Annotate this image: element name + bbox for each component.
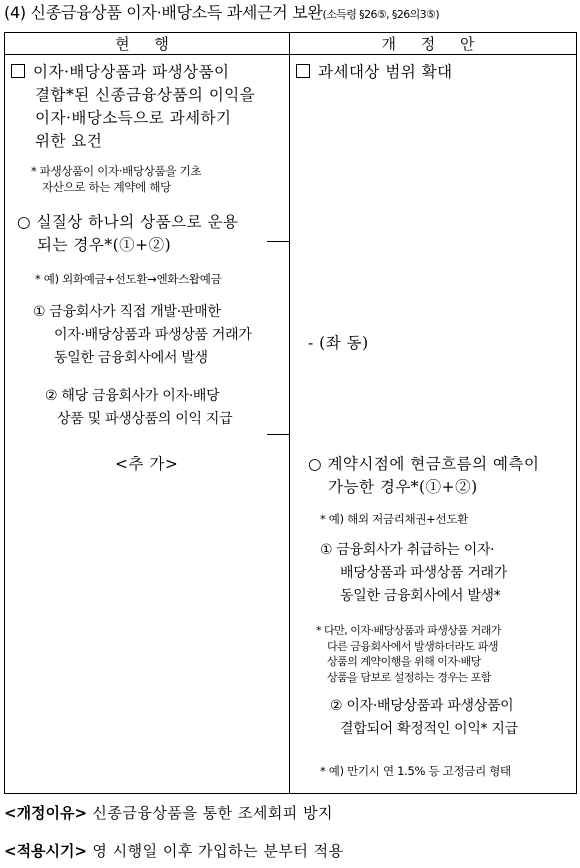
current-req1-line: ① 금융회사가 직접 개발·판매한 [33,304,221,320]
reason-text: 신종금융상품을 통한 조세회피 방지 [92,804,334,822]
current-item1 [11,61,289,153]
proposed-note1-line: * 다만, 이자·배당상품과 파생상품 거래가 [316,624,501,637]
current-condition-line: ○ 실질상 하나의 상품으로 운용 [17,213,239,231]
timing-label: <적용시기> [4,842,88,860]
proposed-condition-line: ○ 계약시점에 현금흐름의 예측이 [308,455,540,473]
current-example: * 예) 외화예금+선도환→엔화스왑예금 [35,272,222,286]
proposed-column [290,55,577,794]
current-req2-line: 상품 및 파생상품의 이익 지급 [57,411,233,427]
checkbox-icon [296,64,310,78]
proposed-condition [308,453,539,499]
proposed-note1-line: 다른 금융회사에서 발생하더라도 파생 [327,639,499,653]
bracket-line [267,241,290,435]
reason-line [4,802,333,824]
current-requirement-2 [45,385,232,431]
section-title-main: (4) 신종금융상품 이자·배당소득 과세근거 보완 [4,3,323,22]
proposed-note1-line: 상품의 계약이행을 위해 이자·배당 [327,655,481,668]
proposed-condition-line: 가능한 경우*(①+②) [328,478,478,496]
proposed-item1 [296,61,453,84]
section-title [4,0,439,28]
proposed-req1-line: 동일한 금융회사에서 발생* [340,588,501,604]
reason-label: <개정이유> [4,804,88,822]
proposed-requirement-2 [330,695,518,741]
current-requirement-1 [33,301,252,370]
current-req2-line: ② 해당 금융회사가 이자·배당 [45,388,220,404]
current-item1-line: 결합*된 신종금융상품의 이익을 [35,86,256,104]
proposed-example: * 예) 해외 저금리채권+선도환 [320,512,468,526]
current-item1-line: 위한 요건 [35,132,103,150]
proposed-req1-line: ① 금융회사가 취급하는 이자· [320,542,495,558]
current-req1-line: 이자·배당상품과 파생상품 거래가 [54,327,252,343]
checkbox-icon [11,64,25,78]
proposed-same: - (좌 동) [308,334,369,352]
comparison-table [4,32,577,794]
current-note1 [31,163,201,195]
header-proposed: 개 정 안 [290,33,577,55]
current-item1-line: 이자·배당상품과 파생상품이 [33,63,230,81]
proposed-note2: * 예) 만기시 연 1.5% 등 고정금리 형태 [320,764,511,778]
proposed-note1-line: 상품을 담보로 설정하는 경우는 포함 [327,670,491,684]
current-note1-line: 자산으로 하는 계약에 해당 [42,180,171,194]
proposed-req2-line: 결합되어 확정적인 이익* 지급 [340,721,518,737]
current-req1-line: 동일한 금융회사에서 발생 [54,350,208,366]
current-note1-line: * 파생상품이 이자·배당상품을 기초 [31,164,202,178]
current-condition-line: 되는 경우*(①+②) [37,236,172,254]
current-item1-line: 이자·배당소득으로 과세하기 [35,109,232,127]
timing-text: 영 시행일 이후 가입하는 분부터 적용 [92,842,344,860]
proposed-note1 [316,623,574,685]
proposed-requirement-1 [320,539,507,608]
section-title-ref: (소득령 §26⑤, §26의3⑤) [322,8,440,21]
current-column [5,55,290,794]
header-current: 현 행 [5,33,290,55]
proposed-req2-line: ② 이자·배당상품과 파생상품이 [330,698,514,714]
current-condition [17,211,238,257]
proposed-item1-text: 과세대상 범위 확대 [318,63,453,81]
current-added: <추 가> [115,455,179,473]
timing-line [4,840,344,862]
proposed-req1-line: 배당상품과 파생상품 거래가 [340,565,507,581]
